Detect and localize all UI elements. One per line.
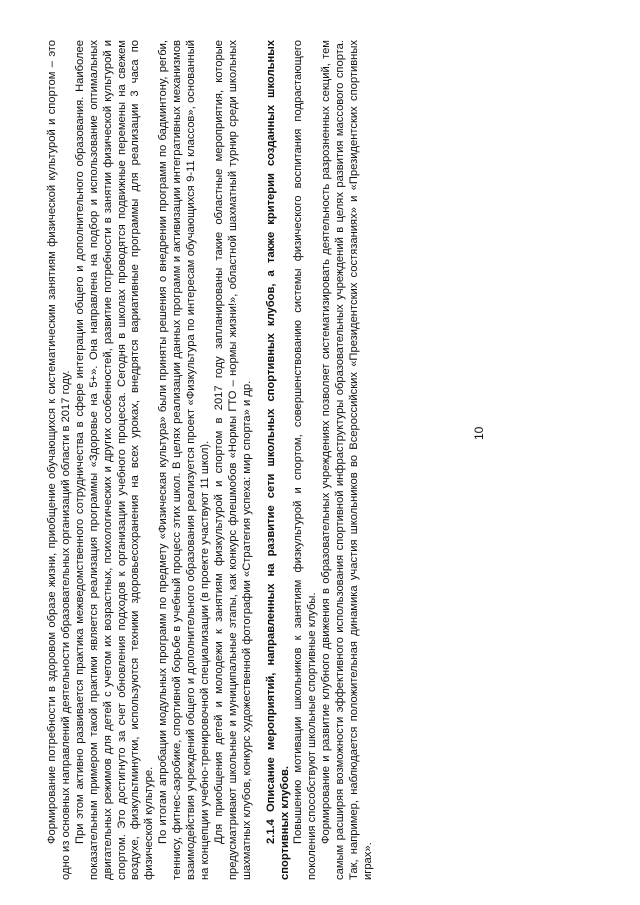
paragraph-modular-programs: По итогам апробации модульных программ по предмету «Физическая культура» были приняты решения о внедрении программ по бадминтону, регби, теннису, фитнес-аэробике, спортивной борьбе в учебный процесс этих школ. В целях реализации данных программ и активизации интегративных механизмов взаимодействия учреждений общего и дополнительного образования реализуется проект «Физкультура по интересам обучающихся 9-11 классов», основанный на концепции учебно-тренировочной специализации (в проекте участвуют 11 школ).	[157, 40, 211, 880]
page-number: 10	[472, 426, 486, 440]
section-heading: 2.1.4 Описание мероприятий, направленных на развитие сети школьных спортивных клубов, а также критерии созданных школьных спортивных клубов.	[264, 40, 291, 880]
paragraph-interagency-cooperation: При этом активно развивается практика межведомственного сотрудничества в сфере интеграции общего и дополнительного образования. Наиболее показательным примером такой практики является реализация программы «Здоровье на 5+». Она направлена на подбор и использование оптимальных двигательных режимов для детей с учетом их возрастных, психологических и других особенностей, развитие потребности в занятии физической культурой и спортом. Это достигнуто за счет обновления подходов к организации учебного процесса. Сегодня в школах проводятся подвижные перемены на свежем воздухе, физкультминутки, используются техники здоровьесохранения на всех уроках, внедрятся вариативные программы для реализации 3 часа по физической культуре.	[73, 40, 156, 880]
paragraph-regional-events: Для приобщения детей и молодежи к занятиям физкультурой и спортом в 2017 году запланированы такие областные мероприятия, которые предусматривают школьные и муниципальные этапы, как конкурс флешмобов «Нормы ГТО – нормы жизни!», областной шахматный турнир среди школьных шахматных клубов, конкурс художественной фотографии «Стратегия успеха: мир спорта» и др.	[212, 40, 253, 880]
paragraph-healthy-lifestyle: Формирование потребности в здоровом образе жизни, приобщение обучающихся к систематическим занятиям физической культурой и спортом – это одно из основных направлений деятельности образовательных организаций области в 2017 году.	[46, 40, 72, 880]
paragraph-club-movement: Формирование и развитие клубного движения в образовательных учреждениях позволяет систематизировать деятельность разрозненных секций, тем самым расширяя возможности эффективного использования спортивной инфраструктуры образовательных учреждений в целях развития массового спорта. Так, например, наблюдается положительная динамика участия школьников во Всероссийских «Президентских состязаниях» и «Президентских спортивных играх».	[320, 40, 374, 880]
paragraph-motivation: Повышению мотивации школьников к занятиям физкультурой и спортом, совершенствованию системы физического воспитания подрастающего поколения способствуют школьные спортивные клубы.	[292, 40, 319, 880]
rotated-text-block	[46, 40, 566, 880]
